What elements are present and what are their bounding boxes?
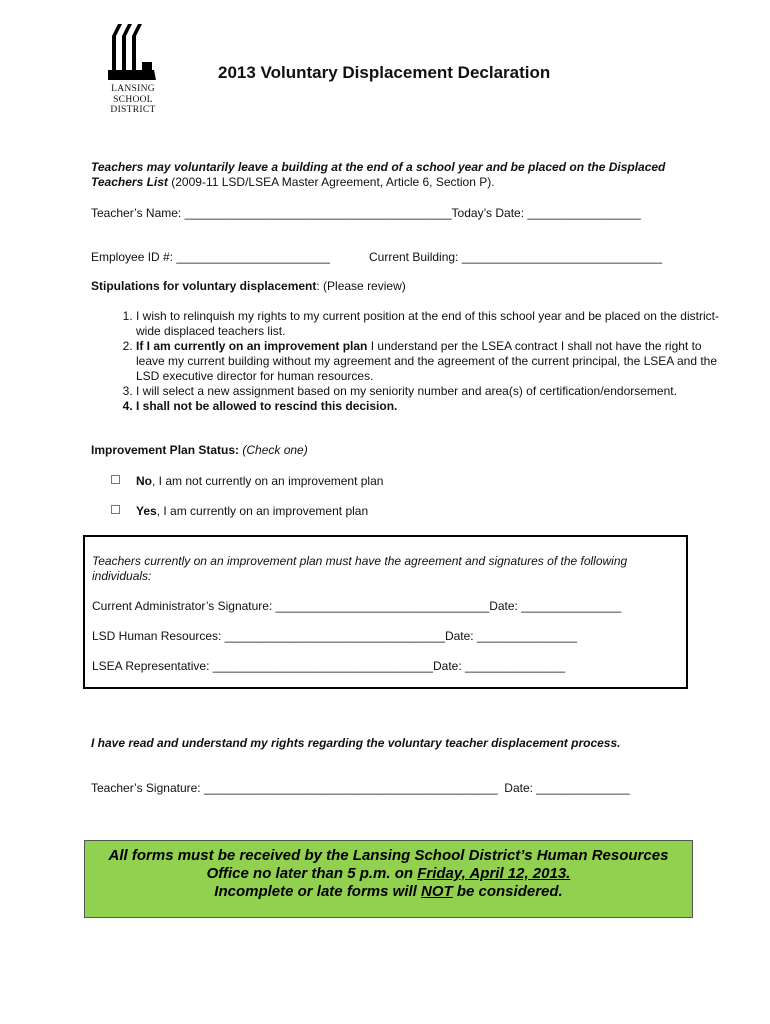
lsea-rep-field[interactable]: LSEA Representative: _________________________________Date: _______________ [92, 659, 566, 673]
improvement-heading [91, 443, 308, 457]
intro-emphasis: Teachers may voluntarily leave a building at the end of a school year and be placed on the Displaced Teachers List [91, 160, 666, 189]
employee-id-field[interactable]: Employee ID #: _______________________ [91, 250, 330, 264]
stipulations-list [91, 309, 726, 414]
notice-line-2 [85, 865, 692, 883]
notice-line-3-suffix: be considered. [452, 883, 563, 900]
stipulations-heading [91, 279, 406, 293]
teacher-name-field[interactable]: Teacher’s Name: ________________________________________Today’s Date: _________________ [91, 206, 641, 220]
intro-paragraph [91, 160, 681, 190]
list-item-text: I wish to relinquish my rights to my current position at the end of this school year and be placed on the district-wide displaced teachers list. [136, 309, 719, 338]
list-item-bold: If I am currently on an improvement plan [136, 339, 368, 353]
notice-line-2-prefix: Office no later than 5 p.m. on [206, 865, 418, 882]
logo-text [108, 84, 158, 116]
lsd-hr-field[interactable]: LSD Human Resources: _________________________________Date: _______________ [92, 629, 578, 643]
option-no[interactable] [111, 474, 383, 488]
box-note: Teachers currently on an improvement plan must have the agreement and signatures of the following individuals: [92, 554, 628, 583]
list-item [136, 384, 726, 399]
checkbox-yes[interactable] [111, 505, 120, 514]
option-no-text: , I am not currently on an improvement plan [152, 474, 384, 488]
notice-deadline-date: Friday, April 12, 2013. [417, 865, 571, 882]
stipulations-heading-bold: Stipulations for voluntary displacement [91, 279, 317, 293]
teacher-signature-field[interactable]: Teacher’s Signature: ____________________________________________ Date: ______________ [91, 781, 630, 795]
list-item-text: I understand per the LSEA contract I shall not have the right to leave my current building without my agreement and the agreement of the current principal, the LSEA and the LSD executive director for human resources. [136, 339, 718, 383]
logo-line: DISTRICT [110, 105, 156, 115]
admin-signature-field[interactable]: Current Administrator’s Signature: ________________________________Date: _______________ [92, 599, 622, 613]
district-logo-icon [108, 22, 158, 82]
deadline-notice-text [85, 847, 692, 901]
option-yes-text: , I am currently on an improvement plan [156, 504, 369, 518]
current-building-field[interactable]: Current Building: ______________________________ [369, 250, 662, 264]
stipulations-heading-note: : (Please review) [316, 279, 406, 293]
option-no-label: No [136, 474, 152, 488]
checkbox-no[interactable] [111, 475, 120, 484]
notice-line-3 [85, 883, 692, 901]
logo-line: LANSING [111, 84, 155, 94]
district-logo [108, 22, 158, 115]
improvement-plan-signature-box [83, 535, 688, 689]
option-yes-label: Yes [136, 504, 157, 518]
list-item [136, 339, 726, 384]
list-item-bold: I shall not be allowed to rescind this decision. [136, 399, 398, 413]
list-item [136, 399, 726, 414]
notice-line-1: All forms must be received by the Lansing School District’s Human Resources [108, 847, 669, 864]
intro-reference: (2009-11 LSD/LSEA Master Agreement, Article 6, Section P). [167, 175, 495, 189]
notice-not: NOT [421, 883, 453, 900]
page-title: 2013 Voluntary Displacement Declaration [218, 63, 551, 82]
list-item-text: I will select a new assignment based on my seniority number and area(s) of certification/endorsement. [136, 384, 677, 398]
option-yes[interactable] [111, 504, 368, 518]
acknowledgement-statement: I have read and understand my rights regarding the voluntary teacher displacement process. [91, 736, 621, 750]
improvement-heading-bold: Improvement Plan Status: [91, 443, 240, 457]
deadline-notice [84, 840, 693, 918]
logo-line: SCHOOL [113, 94, 153, 105]
notice-line-3-prefix: Incomplete or late forms will [214, 883, 421, 900]
improvement-heading-note: (Check one) [239, 443, 308, 457]
list-item [136, 309, 726, 339]
